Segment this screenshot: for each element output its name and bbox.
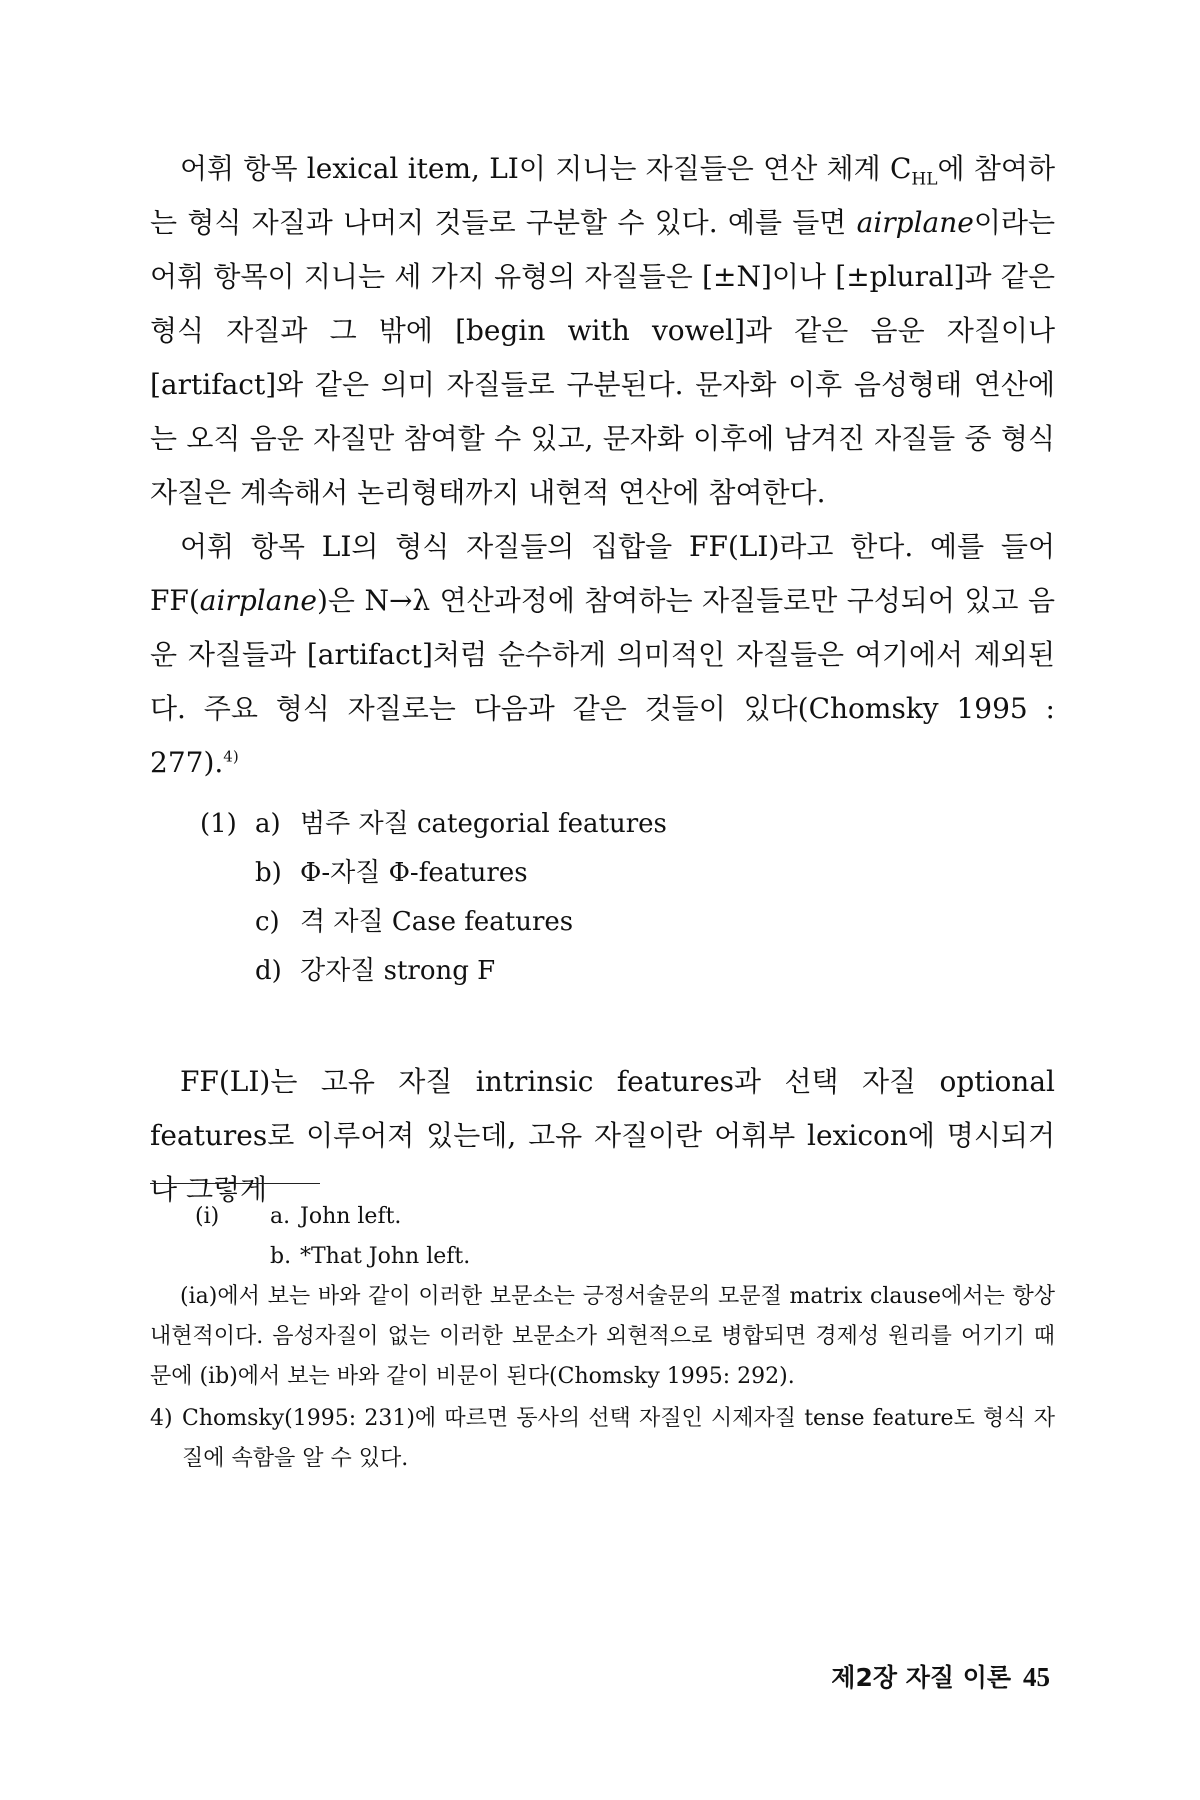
footnote-divider <box>150 1183 320 1184</box>
paragraph-1: 어휘 항목 lexical item, LI이 지니는 자질들은 연산 체계 $C_{HL}$에 참여하는 형식 자질과 나머지 것들로 구분할 수 있다. 예를 들면 airplane이라는 어휘 항목이 지니는 세 가지 유형의 자질들은 [±N]이나 [±plural]과 같은 형식 자질과 그 밖에 [begin with vowel]과 같은 음운 자질이나 [artifact]와 같은 의미 자질들로 구분된다. 문자화 이후 음성형태 연산에는 오직 음운 자질만 참여할 수 있고, 문자화 이후에 남겨진 자질들 중 형식 자질은 계속해서 논리형태까지 내현적 연산에 참여한다. <box>150 152 1055 509</box>
footnote-example-text: John left. <box>300 1204 402 1229</box>
term-airplane-2: airplane <box>199 584 317 617</box>
example-text: 범주 자질 categorial features <box>300 809 667 839</box>
example-letter: c) <box>255 907 280 937</box>
example-text: 강자질 strong F <box>300 956 496 986</box>
example-letter: a) <box>255 809 281 839</box>
footnote-mark: 4) <box>150 1406 173 1431</box>
footnote-example-letter: a. <box>270 1204 291 1229</box>
paragraph-2: 어휘 항목 LI의 형식 자질들의 집합을 FF(LI)라고 한다. 예를 들어 FF(airplane)은 N→λ 연산과정에 참여하는 자질들로만 구성되어 있고 음운 자질들과 [artifact]처럼 순수하게 의미적인 자질들은 여기에서 제외된다. 주요 형식 자질로는 다음과 같은 것들이 있다(Chomsky 1995 : 277).$^{4)}$ <box>150 530 1055 779</box>
example-letter: b) <box>255 858 282 888</box>
footnote-example-text: *That John left. <box>300 1244 471 1269</box>
footnote-ref-4: 4) <box>223 747 239 766</box>
footnote-example-item <box>150 1197 1055 1237</box>
example-text: Φ-자질 Φ-features <box>300 858 528 888</box>
footnote-text: Chomsky(1995: 231)에 따르면 동사의 선택 자질인 시제자질 tense feature도 형식 자질에 속함을 알 수 있다. <box>182 1406 1055 1471</box>
example-letter: d) <box>255 956 282 986</box>
example-item <box>200 947 900 996</box>
example-item <box>200 800 900 849</box>
page-number: 45 <box>1023 1662 1050 1692</box>
footnote-example-number: (i) <box>195 1204 220 1229</box>
example-text: 격 자질 Case features <box>300 907 574 937</box>
footnote-example-letter: b. <box>270 1244 292 1269</box>
example-number: (1) <box>200 809 237 839</box>
footnote-4 <box>150 1399 1055 1479</box>
chapter-title: 제2장 자질 이론 <box>831 1663 1011 1692</box>
footnote-example-item <box>150 1237 1055 1277</box>
running-footer <box>831 1658 1050 1694</box>
main-text <box>150 142 1055 790</box>
example-list-1 <box>200 800 900 996</box>
subscript-hl: HL <box>911 169 938 190</box>
example-item <box>200 898 900 947</box>
footnotes <box>150 1197 1055 1479</box>
main-text-continued <box>150 1055 1055 1217</box>
example-item <box>200 849 900 898</box>
footnote-paragraph: (ia)에서 보는 바와 같이 이러한 보문소는 긍정서술문의 모문절 matrix clause에서는 항상 내현적이다. 음성자질이 없는 이러한 보문소가 외현적으로 병합되면 경제성 원리를 어기기 때문에 (ib)에서 보는 바와 같이 비문이 된다(Chomsky 1995: 292). <box>150 1284 1055 1389</box>
paragraph-3: FF(LI)는 고유 자질 intrinsic features과 선택 자질 optional features로 이루어져 있는데, 고유 자질이란 어휘부 lexicon에 명시되거나 그렇게 <box>150 1065 1055 1206</box>
term-airplane: airplane <box>856 206 974 239</box>
